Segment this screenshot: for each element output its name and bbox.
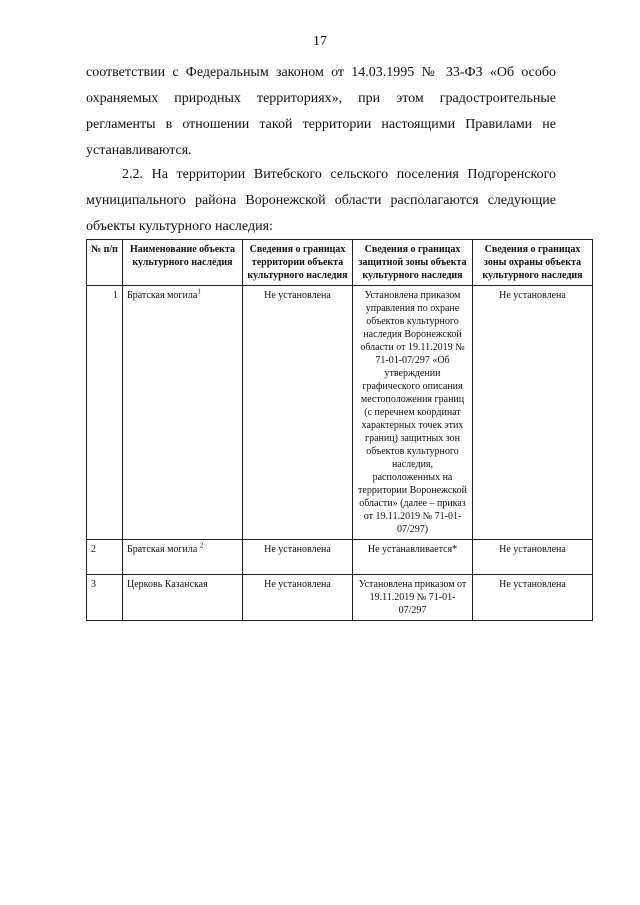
territory-cell: Не установлена bbox=[243, 540, 353, 575]
object-name-cell bbox=[123, 286, 243, 540]
header-object-name: Наименование объекта культурного наследия bbox=[123, 240, 243, 286]
footnote-marker: 1 bbox=[197, 287, 201, 296]
header-conservation-zone: Сведения о границах зоны охраны объекта культурного наследия bbox=[473, 240, 593, 286]
protection-zone-cell: Установлена приказом от 19.11.2019 № 71-01-07/297 bbox=[353, 575, 473, 621]
heritage-objects-table bbox=[86, 239, 593, 621]
page-number: 17 bbox=[313, 34, 327, 49]
footnote-marker: 2 bbox=[199, 541, 204, 550]
territory-cell: Не установлена bbox=[243, 575, 353, 621]
conservation-zone-cell: Не установлена bbox=[473, 575, 593, 621]
protection-zone-cell: Установлена приказом управления по охране объектов культурного наследия Воронежской области от 19.11.2019 № 71-01-07/297 «Об утверждении графического описания местоположения границ (с перечнем координат характерных точек этих границ) защитных зон объектов культурного наследия, расположенных на территории Воронежской области» (далее – приказ от 19.11.2019 № 71-01-07/297) bbox=[353, 286, 473, 540]
table-header-row bbox=[87, 240, 593, 286]
conservation-zone-cell: Не установлена bbox=[473, 286, 593, 540]
territory-cell: Не установлена bbox=[243, 286, 353, 540]
object-name-cell bbox=[123, 575, 243, 621]
row-number: 3 bbox=[87, 575, 123, 621]
table-row bbox=[87, 286, 593, 540]
table-row bbox=[87, 575, 593, 621]
paragraph-heritage-intro: 2.2. На территории Витебского сельского поселения Подгоренского муниципального района Воронежской области располагаются следующие объекты культурного наследия: bbox=[86, 167, 556, 234]
object-name: Братская могила bbox=[127, 544, 198, 555]
object-name: Братская могила bbox=[127, 290, 198, 301]
conservation-zone-cell: Не установлена bbox=[473, 540, 593, 575]
header-territory-boundaries: Сведения о границах территории объекта культурного наследия bbox=[243, 240, 353, 286]
header-number: № п/п bbox=[87, 240, 123, 286]
object-name: Церковь Казанская bbox=[127, 579, 208, 590]
table-row bbox=[87, 540, 593, 575]
row-number: 2 bbox=[87, 540, 123, 575]
paragraph-federal-law: соответствии с Федеральным законом от 14.03.1995 № 33-ФЗ «Об особо охраняемых природных территориях», при этом градостроительные регламенты в отношении такой территории настоящими Правилами не устанавливаются. bbox=[86, 65, 556, 158]
object-name-cell bbox=[123, 540, 243, 575]
header-protection-zone: Сведения о границах защитной зоны объекта культурного наследия bbox=[353, 240, 473, 286]
protection-zone-cell: Не устанавливается* bbox=[353, 540, 473, 575]
row-number: 1 bbox=[87, 286, 123, 540]
